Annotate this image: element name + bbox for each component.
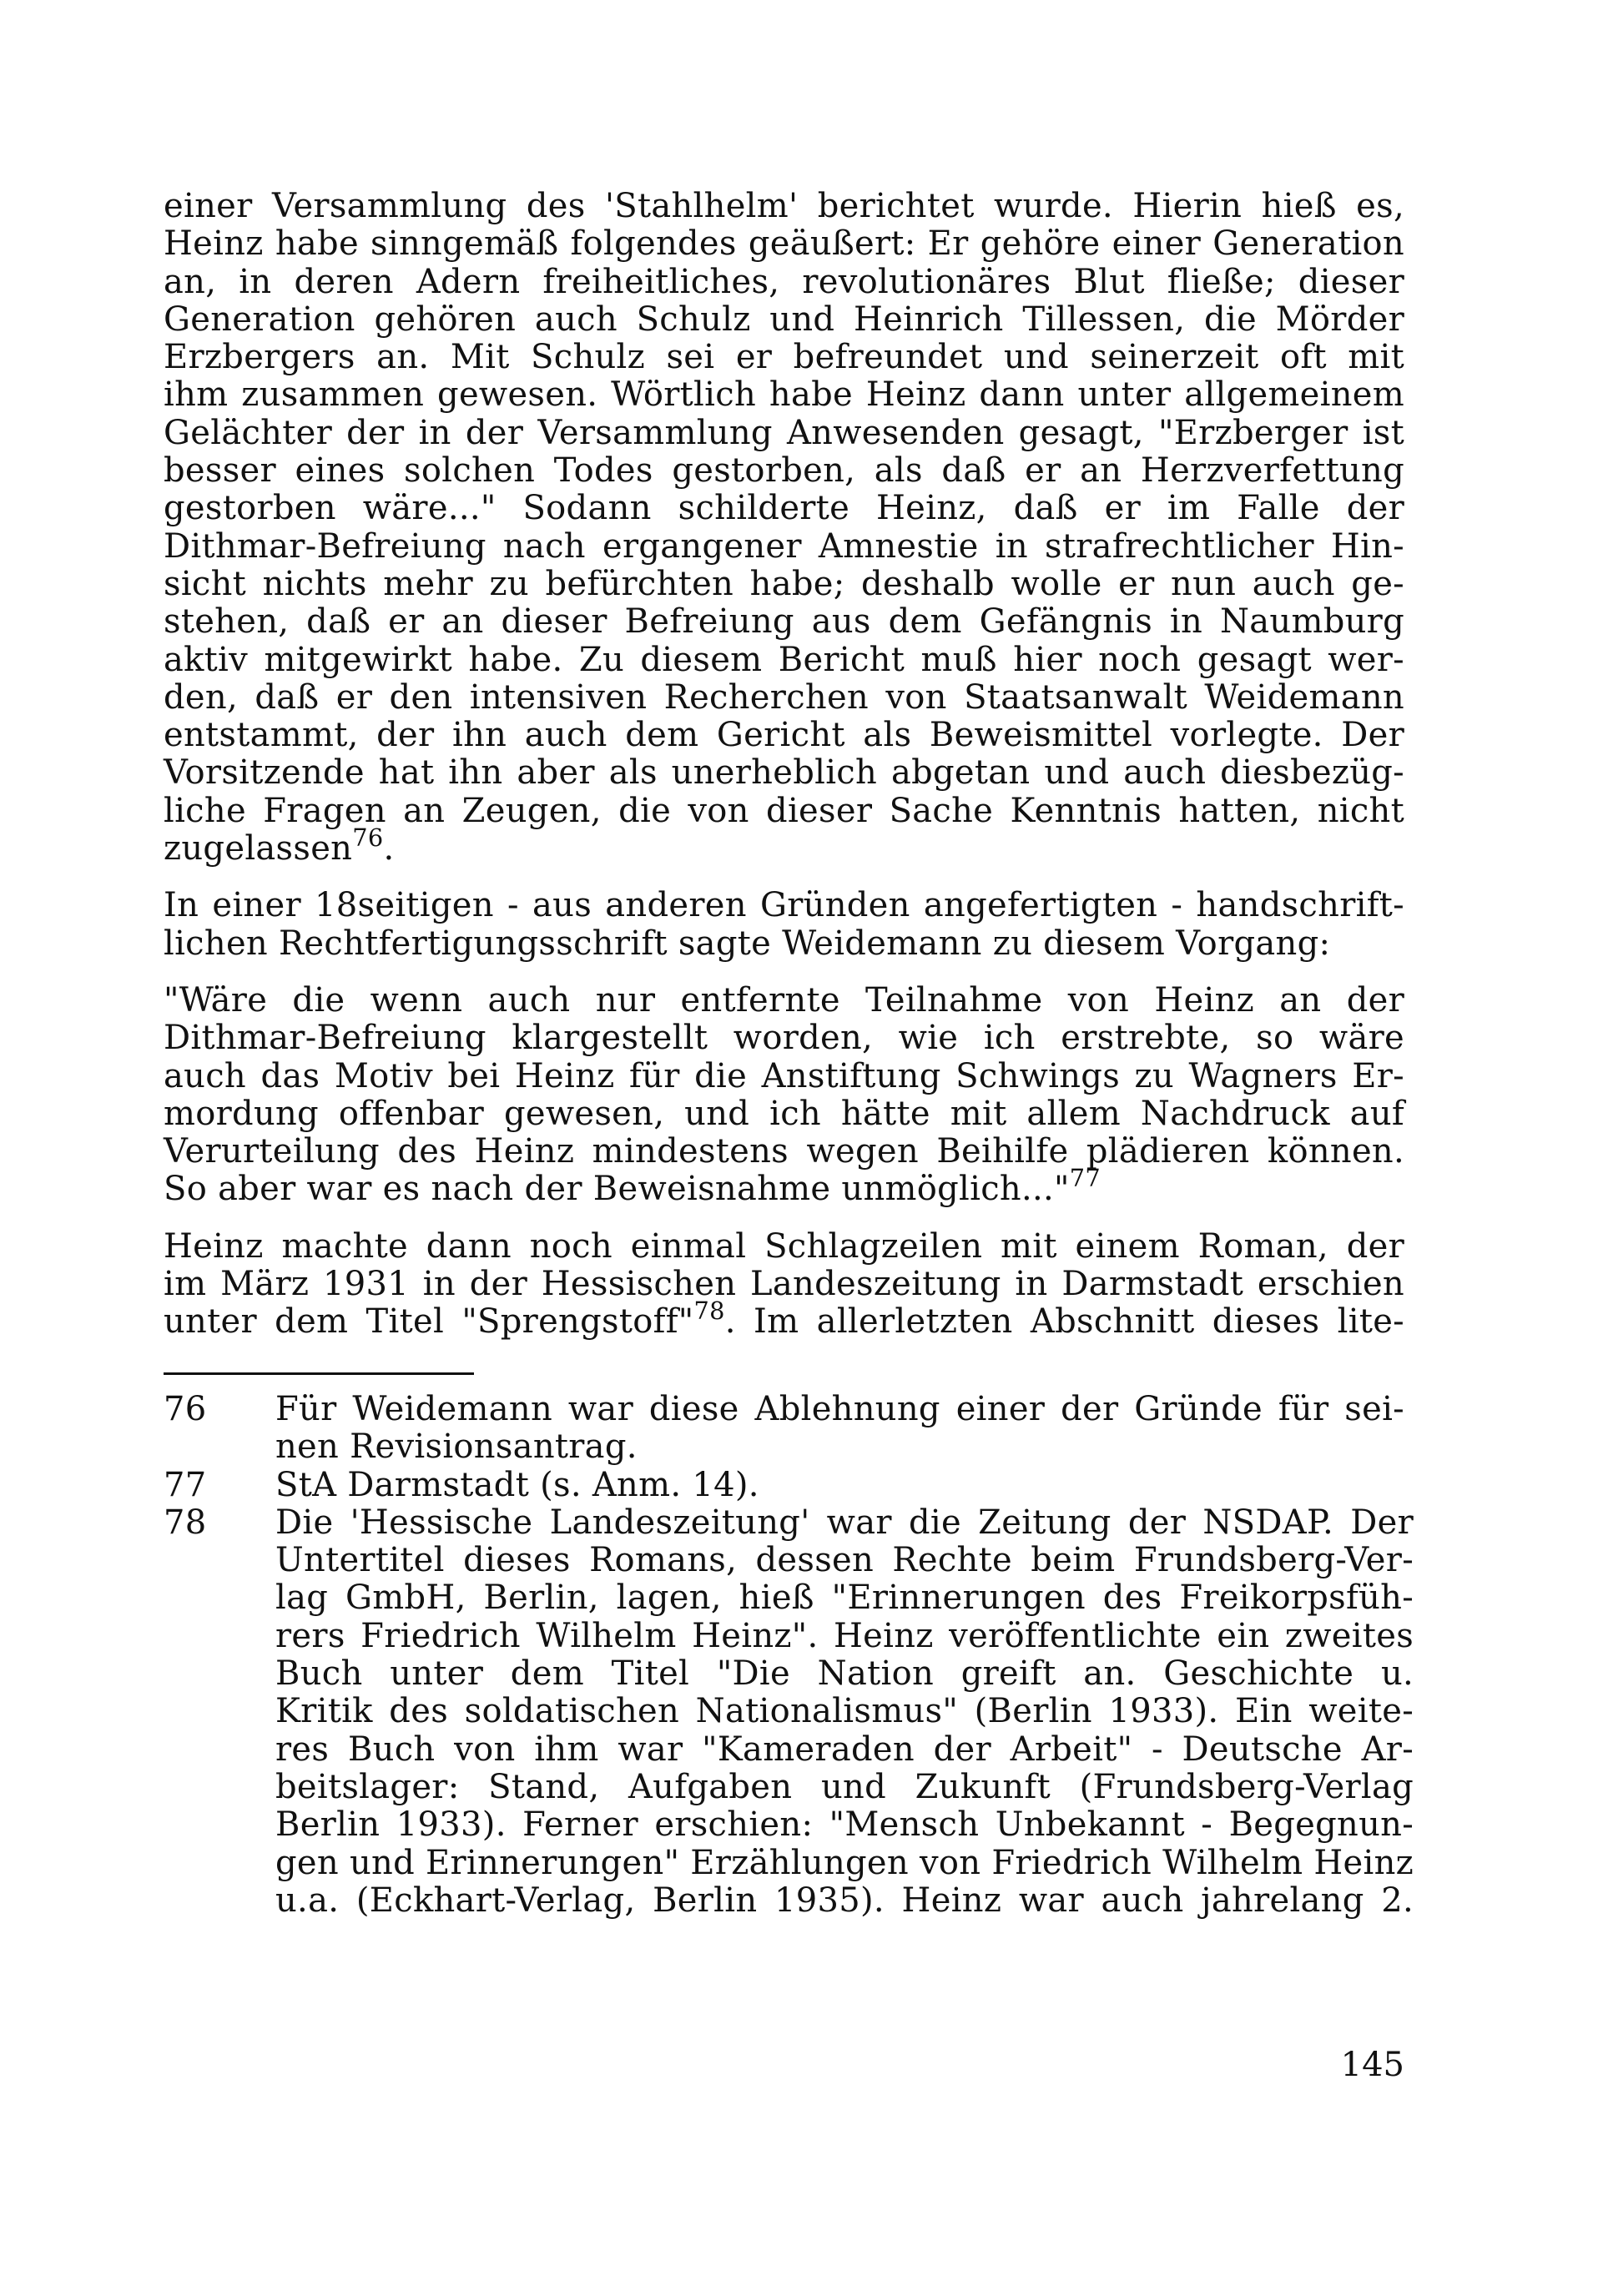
text-line: Erzbergers an. Mit Schulz sei er befreundet und seinerzeit oft mit: [164, 338, 1404, 377]
text-line: rers Friedrich Wilhelm Heinz". Heinz veröffentlichte ein zweites: [275, 1616, 1414, 1655]
text-line: ihm zusammen gewesen. Wörtlich habe Heinz dann unter allgemeinem: [164, 375, 1404, 415]
text-line: Für Weidemann war diese Ablehnung einer der Gründe für sei-: [275, 1390, 1404, 1428]
text-line: Vorsitzende hat ihn aber als unerheblich abgetan und auch diesbezüg-: [164, 753, 1404, 793]
text-line: Buch unter dem Titel "Die Nation greift an. Geschichte u.: [275, 1654, 1414, 1694]
footnote-ref: 78: [693, 1297, 725, 1326]
text-line: Heinz machte dann noch einmal Schlagzeilen mit einem Roman, der: [164, 1226, 1404, 1266]
text-line: Untertitel dieses Romans, dessen Rechte beim Frundsberg-Ver-: [275, 1541, 1414, 1580]
text-line: stehen, daß er an dieser Befreiung aus dem Gefängnis in Naumburg: [164, 602, 1404, 642]
text-line: gestorben wäre..." Sodann schilderte Heinz, daß er im Falle der: [164, 489, 1404, 528]
text-line: In einer 18seitigen - aus anderen Gründen angefertigten - handschrift-: [164, 886, 1404, 925]
footnote-number: 76: [164, 1390, 207, 1428]
text-line: nen Revisionsantrag.: [275, 1427, 638, 1467]
text-line: Dithmar-Befreiung klargestellt worden, wie ich erstrebte, so wäre: [164, 1019, 1404, 1058]
text-line: auch das Motiv bei Heinz für die Anstiftung Schwings zu Wagners Er-: [164, 1056, 1404, 1095]
text-fragment: So aber war es nach der Beweisnahme unmöglich...": [164, 1170, 1070, 1209]
text-fragment: . Im allerletzten Abschnitt dieses lite-: [724, 1302, 1404, 1342]
text-line: gen und Erinnerungen" Erzählungen von Friedrich Wilhelm Heinz: [275, 1843, 1414, 1882]
text-line: im März 1931 in der Hessischen Landeszeitung in Darmstadt erschien: [164, 1265, 1404, 1304]
text-line: besser eines solchen Todes gestorben, als daß er an Herzverfettung: [164, 451, 1404, 491]
text-line: "Wäre die wenn auch nur entfernte Teilnahme von Heinz an der: [164, 980, 1404, 1020]
text-line: liche Fragen an Zeugen, die von dieser Sache Kenntnis hatten, nicht: [164, 791, 1404, 830]
text-fragment: zugelassen: [164, 829, 353, 869]
text-line: StA Darmstadt (s. Anm. 14).: [275, 1465, 759, 1504]
text-line: den, daß er den intensiven Recherchen von Staatsanwalt Weidemann: [164, 677, 1404, 717]
text-line: Generation gehören auch Schulz und Heinrich Tillessen, die Mörder: [164, 300, 1404, 339]
footnote-text: [275, 1467, 1404, 1504]
text-line: Verurteilung des Heinz mindestens wegen Beihilfe plädieren können.: [164, 1132, 1404, 1171]
footnote: [164, 1503, 1414, 1920]
text-line: aktiv mitgewirkt habe. Zu diesem Bericht muß hier noch gesagt wer-: [164, 640, 1404, 679]
text-line: lichen Rechtfertigungsschrift sagte Weidemann zu diesem Vorgang:: [164, 924, 1331, 963]
text-line: Berlin 1933). Ferner erschien: "Mensch Unbekannt - Begegnun-: [275, 1805, 1414, 1845]
text-line: beitslager: Stand, Aufgaben und Zukunft (Frundsberg-Verlag: [275, 1767, 1414, 1806]
footnote: [164, 1391, 1404, 1467]
text-line: [164, 1297, 1404, 1342]
page-number: 145: [1340, 2046, 1404, 2084]
footnote: [164, 1467, 1404, 1504]
text-line: u.a. (Eckhart-Verlag, Berlin 1935). Heinz war auch jahrelang 2.: [275, 1881, 1414, 1920]
footnote-text: [275, 1504, 1414, 1920]
text-fragment: unter dem Titel "Sprengstoff": [164, 1302, 694, 1342]
text-line: entstammt, der ihn auch dem Gericht als Beweismittel vorlegte. Der: [164, 716, 1404, 755]
text-line: lag GmbH, Berlin, lagen, hieß "Erinnerungen des Freikorpsfüh-: [275, 1578, 1414, 1618]
text-line: res Buch von ihm war "Kameraden der Arbeit" - Deutsche Ar-: [275, 1730, 1414, 1769]
footnote-number: 77: [164, 1465, 207, 1504]
paragraph: [164, 1228, 1404, 1342]
main-text: [164, 188, 1404, 1361]
footnote-number: 78: [164, 1503, 207, 1542]
text-line: mordung offenbar gewesen, und ich hätte mit allem Nachdruck auf: [164, 1094, 1404, 1133]
footnote-ref: 76: [352, 823, 384, 853]
text-line: Die 'Hessische Landeszeitung' war die Zeitung der NSDAP. Der: [275, 1503, 1414, 1542]
text-line: Gelächter der in der Versammlung Anwesenden gesagt, "Erzberger ist: [164, 413, 1404, 452]
text-line: einer Versammlung des 'Stahlhelm' berichtet wurde. Hierin hieß es,: [164, 187, 1404, 225]
footnote-ref: 77: [1069, 1164, 1101, 1193]
text-line: sicht nichts mehr zu befürchten habe; deshalb wolle er nun auch ge-: [164, 564, 1404, 603]
paragraph: [164, 188, 1404, 868]
text-line: Kritik des soldatischen Nationalismus" (Berlin 1933). Ein weite-: [275, 1692, 1414, 1731]
text-line: Dithmar-Befreiung nach ergangener Amnestie in strafrechtlicher Hin-: [164, 526, 1404, 566]
text-line: [164, 1164, 1404, 1209]
text-line: an, in deren Adern freiheitliches, revolutionäres Blut fließe; dieser: [164, 262, 1404, 301]
text-line: Heinz habe sinngemäß folgendes geäußert: Er gehöre einer Generation: [164, 224, 1404, 264]
paragraph: [164, 887, 1404, 963]
quotation-paragraph: [164, 982, 1404, 1209]
footnote-separator: [164, 1372, 474, 1375]
footnote-text: [275, 1391, 1404, 1467]
footnotes: [164, 1390, 1414, 1920]
text-line: zugelassen$^{76}$.: [164, 823, 395, 869]
